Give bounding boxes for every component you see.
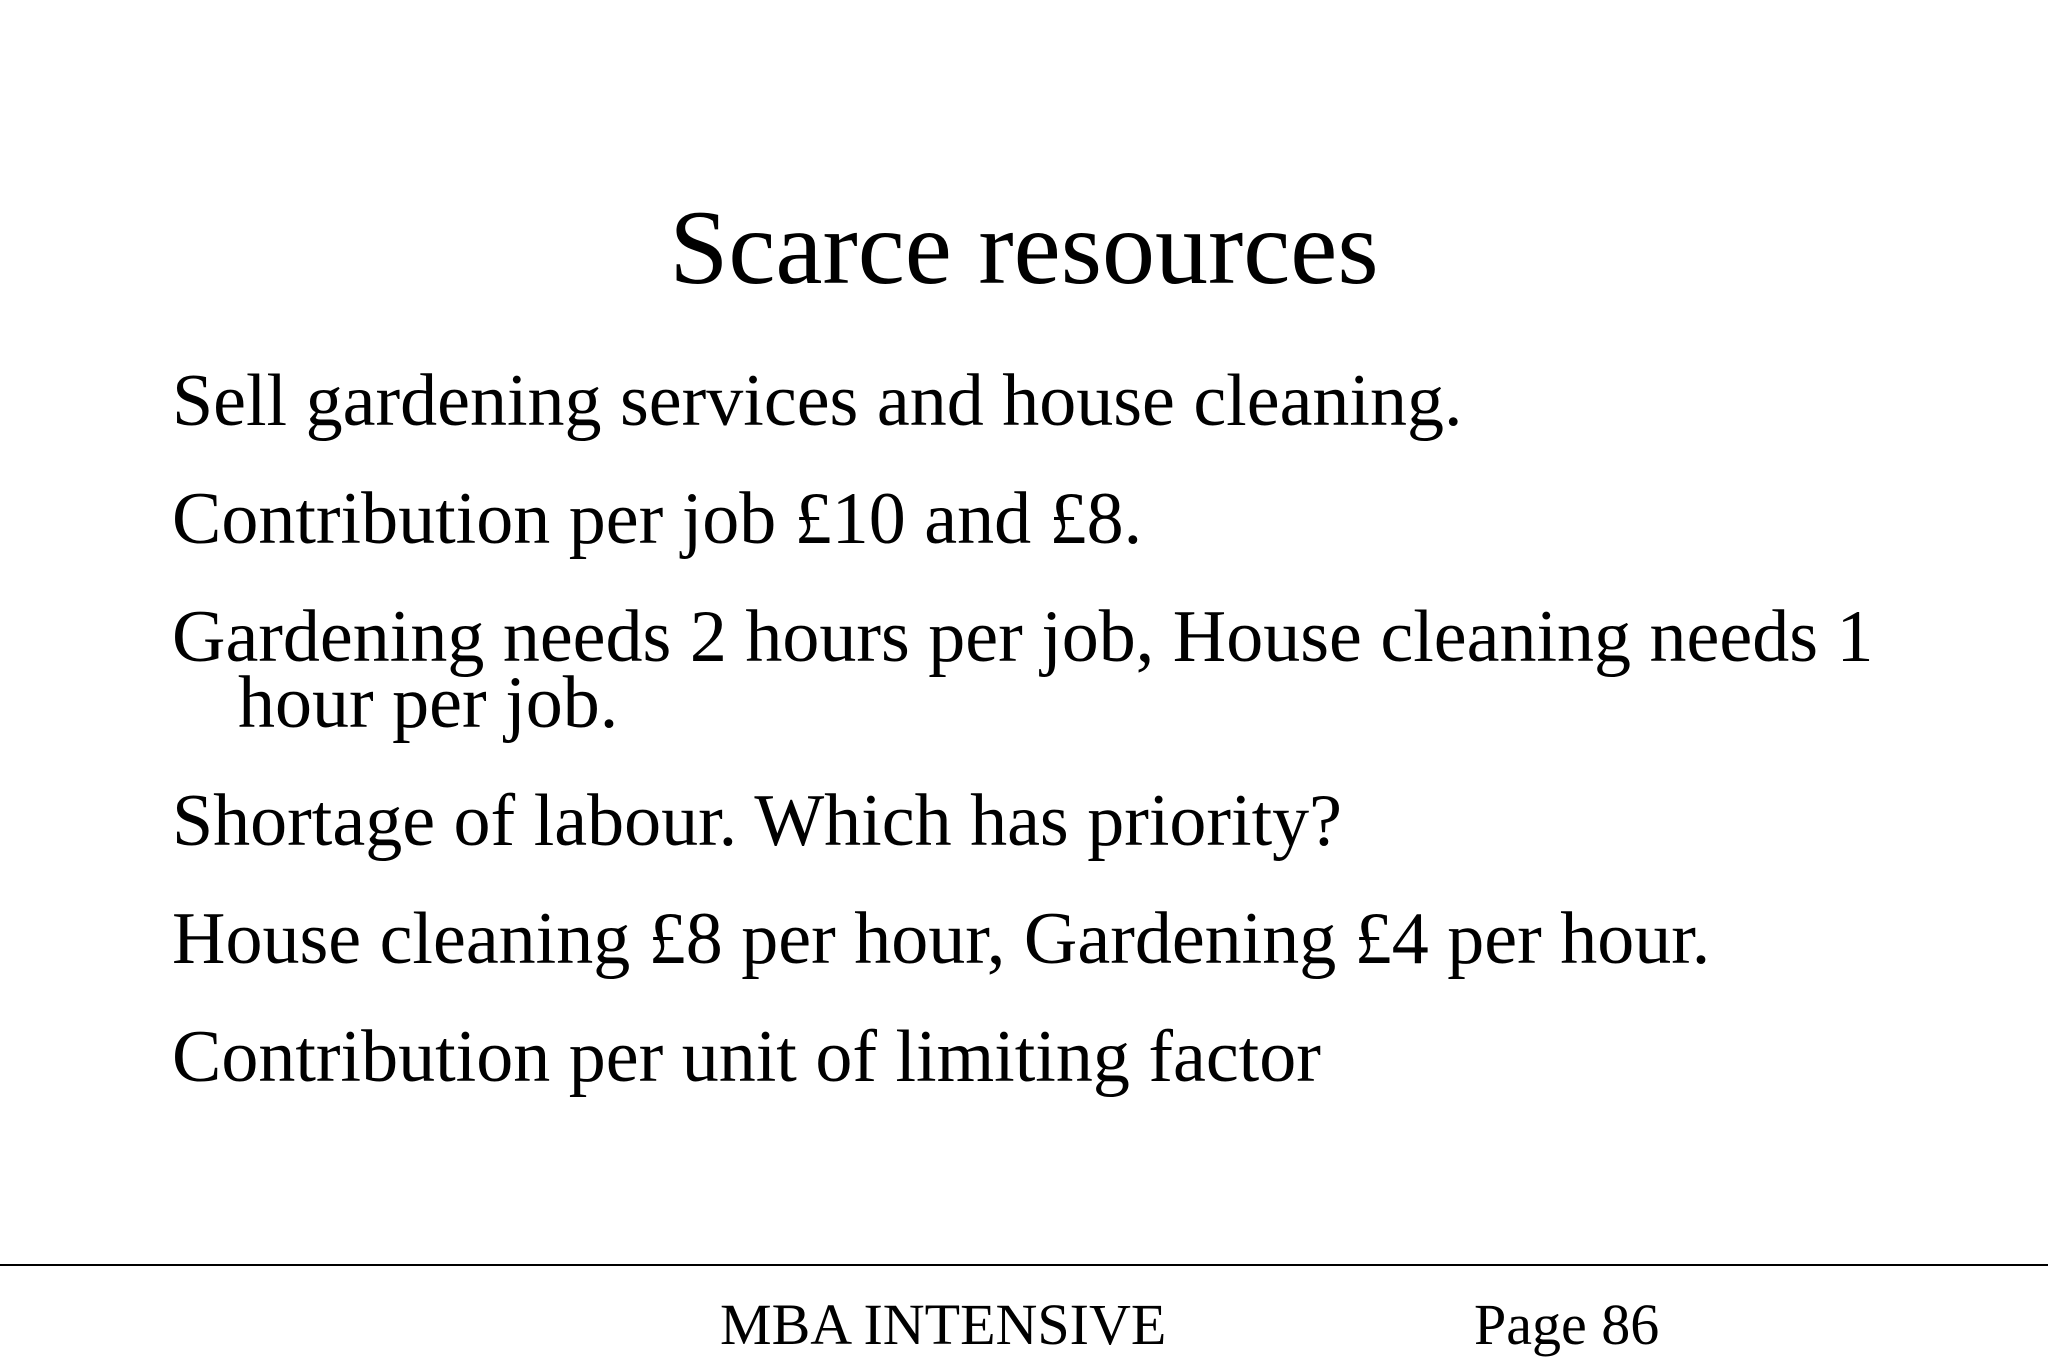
footer-course-label: MBA INTENSIVE (720, 1292, 1167, 1357)
footer-divider (0, 1264, 2048, 1266)
bullet-item: Sell gardening services and house cleaning. (172, 360, 1463, 442)
slide-title: Scarce resources (669, 189, 1379, 306)
bullet-list (172, 360, 1992, 1098)
bullet-item: Shortage of labour. Which has priority? (172, 780, 1343, 862)
bullet-item: Contribution per unit of limiting factor (172, 1016, 1321, 1098)
bullet-item: House cleaning £8 per hour, Gardening £4 per hour. (172, 898, 1711, 980)
footer-page-number: Page 86 (1474, 1292, 1660, 1357)
bullet-item: Contribution per job £10 and £8. (172, 478, 1143, 560)
bullet-item: Gardening needs 2 hours per job, House cleaning needs 1 hour per job. (172, 596, 1874, 744)
